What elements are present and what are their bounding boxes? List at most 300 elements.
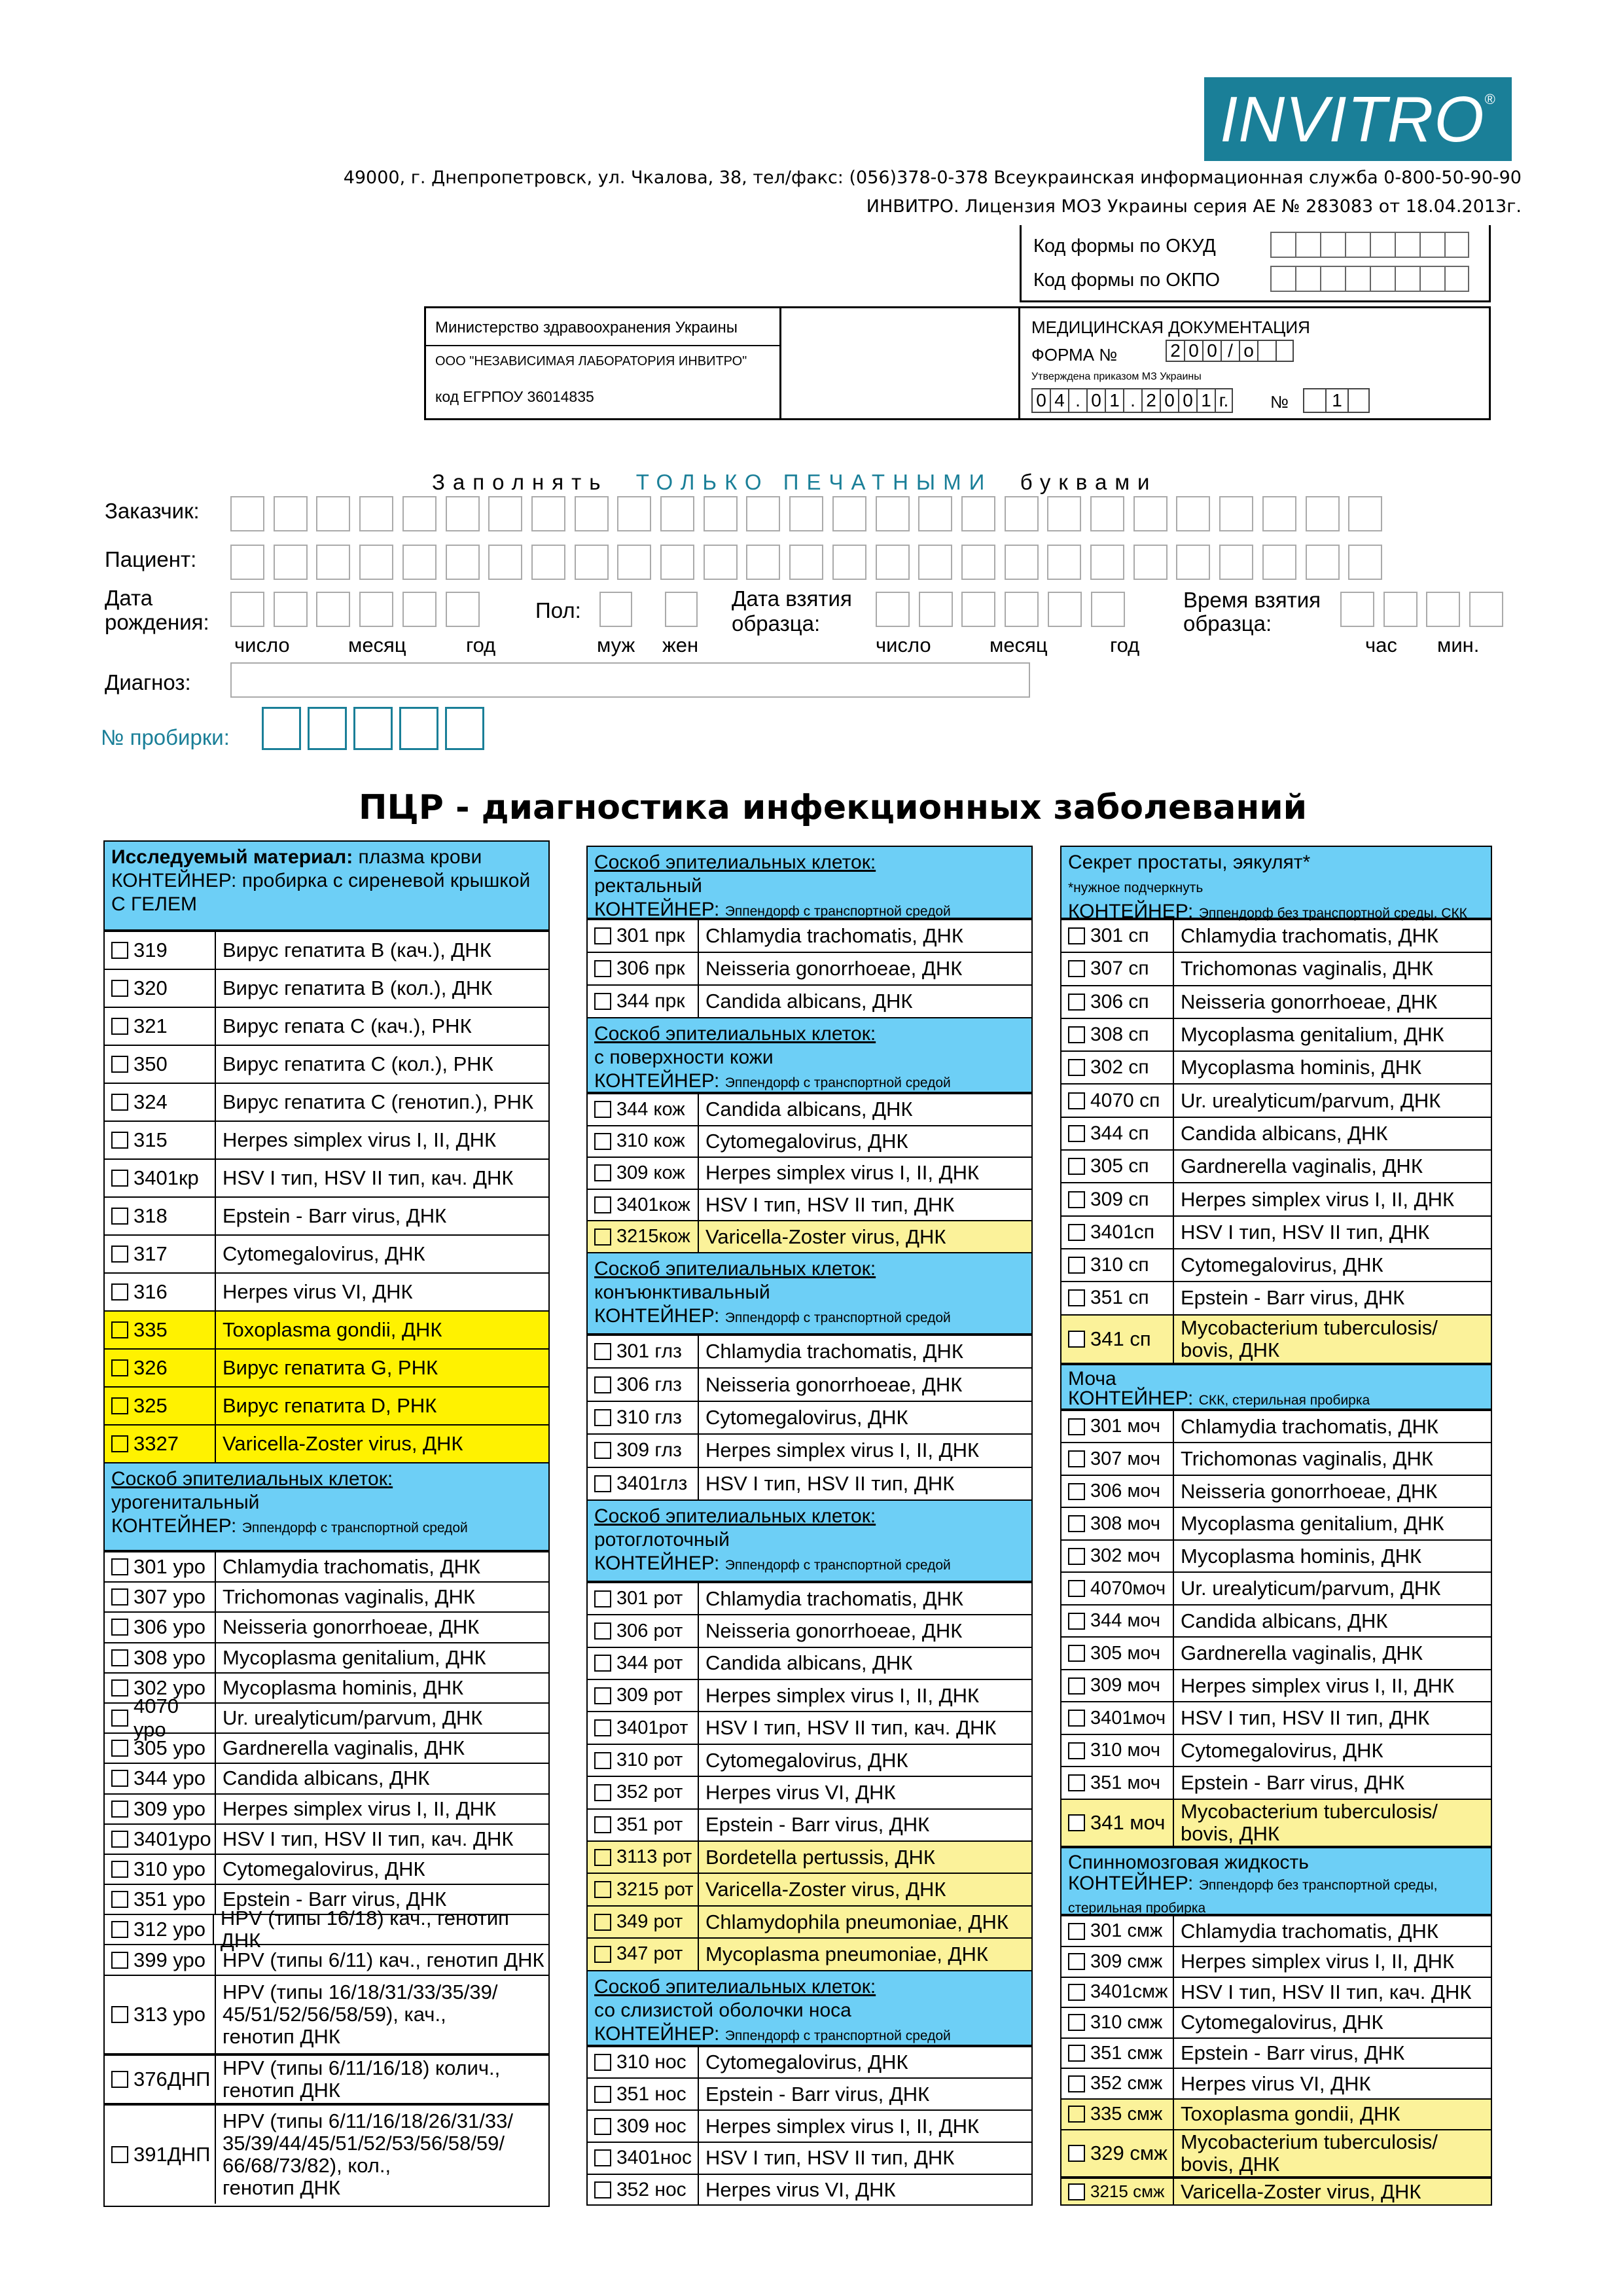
letter-box[interactable] <box>1133 496 1168 531</box>
letter-box[interactable] <box>1176 545 1210 580</box>
list-item[interactable] <box>105 1551 548 1581</box>
letter-box[interactable] <box>1048 592 1082 627</box>
letter-box[interactable] <box>832 496 866 531</box>
letter-box[interactable] <box>961 545 995 580</box>
letter-box[interactable] <box>359 496 393 531</box>
checkbox[interactable] <box>1068 1613 1085 1630</box>
checkbox[interactable] <box>1068 1814 1085 1831</box>
list-item[interactable] <box>105 1234 548 1272</box>
list-item[interactable] <box>1061 2037 1491 2068</box>
list-item[interactable]: 341 сп Mycobacterium tuberculosis/ bovis, ДНК <box>1061 1314 1491 1364</box>
letter-box[interactable] <box>617 496 651 531</box>
list-item[interactable]: 329 смж Mycobacterium tuberculosis/ bovis, ДНК <box>1061 2129 1491 2178</box>
digit-cell: / <box>1221 340 1239 362</box>
list-item[interactable] <box>105 1083 548 1121</box>
checkbox[interactable] <box>1068 1742 1085 1759</box>
tube-digit-box[interactable] <box>445 707 484 750</box>
checkbox[interactable] <box>594 1719 611 1736</box>
letter-box[interactable] <box>746 496 780 531</box>
list-item[interactable] <box>1061 1915 1491 1946</box>
checkbox[interactable] <box>111 2006 128 2023</box>
letter-box[interactable] <box>446 592 480 627</box>
letter-box[interactable] <box>1348 545 1382 580</box>
letter-box[interactable] <box>876 545 910 580</box>
checkbox[interactable] <box>1068 1158 1085 1175</box>
test-name: Neisseria gonorrhoeae, ДНК <box>1181 1479 1438 1503</box>
letter-box[interactable] <box>1090 496 1124 531</box>
list-item[interactable] <box>588 1093 1031 1125</box>
list-item[interactable] <box>105 1581 548 1611</box>
tube-digit-box[interactable] <box>399 707 438 750</box>
digit-cell: 0 <box>1160 388 1178 413</box>
list-item[interactable] <box>105 1007 548 1045</box>
list-item[interactable] <box>588 1189 1031 1221</box>
form-number-cells[interactable] <box>1166 340 1294 362</box>
list-item[interactable] <box>1061 1050 1491 1083</box>
letter-box[interactable] <box>402 496 437 531</box>
letter-box[interactable] <box>1133 545 1168 580</box>
checkbox[interactable] <box>111 1321 128 1338</box>
list-item[interactable]: 341 моч Mycobacterium tuberculosis/ bovis, ДНК <box>1061 1799 1491 1847</box>
checkbox[interactable] <box>1068 1331 1085 1348</box>
checkbox[interactable] <box>594 2149 611 2166</box>
digit-cell: 1 <box>1325 388 1347 413</box>
list-item[interactable] <box>1061 1248 1491 1281</box>
list-item[interactable] <box>1061 1766 1491 1799</box>
checkbox[interactable] <box>594 1881 611 1898</box>
letter-box[interactable] <box>531 545 565 580</box>
test-code: 301 глз <box>616 1340 682 1363</box>
letter-box[interactable] <box>402 592 437 627</box>
letter-box[interactable] <box>274 496 308 531</box>
checkbox[interactable] <box>594 1655 611 1672</box>
checkbox[interactable] <box>594 2181 611 2198</box>
checkbox[interactable] <box>594 1376 611 1393</box>
letter-box[interactable] <box>359 592 393 627</box>
checkbox[interactable] <box>111 1170 128 1187</box>
checkbox[interactable] <box>111 1056 128 1073</box>
list-item[interactable] <box>1061 1083 1491 1116</box>
checkbox[interactable] <box>1068 1774 1085 1791</box>
list-item[interactable] <box>588 1367 1031 1400</box>
test-name: Mycoplasma genitalium, ДНК <box>1181 1023 1444 1047</box>
letter-box[interactable] <box>1262 545 1296 580</box>
list-item[interactable] <box>1061 952 1491 984</box>
list-item[interactable] <box>1061 1149 1491 1182</box>
list-item[interactable] <box>1061 919 1491 952</box>
list-item[interactable] <box>588 984 1031 1017</box>
checkbox[interactable] <box>594 1442 611 1459</box>
checkbox[interactable] <box>594 2118 611 2135</box>
approval-date-cells[interactable] <box>1031 388 1233 413</box>
list-item[interactable] <box>1061 1215 1491 1248</box>
list-item[interactable] <box>1061 1571 1491 1604</box>
checkbox[interactable] <box>111 1861 128 1878</box>
list-item[interactable]: 391ДНП HPV (типы 6/11/16/18/26/31/33/ 35/39/44/45/51/52/53/56/58/59/ 66/68/73/82), кол., генотип ДНК <box>105 2104 548 2204</box>
letter-box[interactable] <box>488 545 522 580</box>
test-code: 3401сп <box>1090 1221 1154 1243</box>
list-item[interactable] <box>1061 1182 1491 1215</box>
checkbox[interactable] <box>594 1164 611 1181</box>
letter-box[interactable] <box>660 496 694 531</box>
checkbox[interactable] <box>1068 960 1085 977</box>
checkbox[interactable] <box>594 1196 611 1213</box>
letter-box[interactable] <box>575 496 609 531</box>
checkbox[interactable] <box>111 1710 128 1727</box>
checkbox[interactable] <box>594 1849 611 1866</box>
checkbox[interactable] <box>1068 2145 1085 2162</box>
list-item[interactable] <box>1061 1410 1491 1443</box>
list-item[interactable] <box>588 1744 1031 1776</box>
checkbox[interactable] <box>594 1409 611 1426</box>
checkbox[interactable] <box>111 980 128 997</box>
list-item[interactable] <box>105 1272 548 1310</box>
letter-box[interactable] <box>1348 496 1382 531</box>
list-item[interactable] <box>588 2109 1031 2142</box>
diagnosis-input[interactable] <box>230 662 1030 698</box>
checkbox[interactable] <box>1068 1450 1085 1467</box>
list-item[interactable] <box>105 1944 548 1974</box>
list-item[interactable] <box>588 2142 1031 2174</box>
list-item[interactable] <box>105 1732 548 1763</box>
checkbox[interactable] <box>1068 1418 1085 1435</box>
list-item[interactable] <box>105 1763 548 1793</box>
checkbox[interactable] <box>594 2086 611 2103</box>
letter-box[interactable] <box>446 545 480 580</box>
list-item[interactable] <box>588 1433 1031 1466</box>
list-item[interactable] <box>1061 1442 1491 1475</box>
test-code: 305 уро <box>134 1736 205 1760</box>
list-item[interactable] <box>105 1793 548 1823</box>
checkbox[interactable] <box>111 1283 128 1300</box>
list-item[interactable] <box>588 1776 1031 1808</box>
letter-box[interactable] <box>230 592 264 627</box>
checkbox[interactable] <box>1068 2183 1085 2200</box>
checkbox[interactable] <box>111 1359 128 1376</box>
registration-box <box>424 306 1491 420</box>
list-item[interactable] <box>1061 1734 1491 1767</box>
letter-box[interactable] <box>876 496 910 531</box>
checkbox[interactable] <box>1068 927 1085 944</box>
list-item[interactable] <box>1061 1669 1491 1702</box>
checkbox[interactable] <box>1068 1092 1085 1109</box>
letter-box[interactable] <box>789 496 823 531</box>
checkbox[interactable] <box>1068 2014 1085 2031</box>
list-item[interactable] <box>1061 2098 1491 2129</box>
letter-box[interactable] <box>1306 496 1340 531</box>
test-code: 307 сп <box>1090 958 1149 980</box>
list-item[interactable] <box>1061 1636 1491 1669</box>
checkbox[interactable] <box>111 1246 128 1263</box>
checkbox[interactable] <box>1068 1710 1085 1727</box>
sex-male-box[interactable] <box>599 592 632 627</box>
checkbox[interactable] <box>594 1101 611 1118</box>
checkbox[interactable] <box>594 1687 611 1704</box>
letter-box[interactable] <box>1469 592 1503 627</box>
test-code: 305 моч <box>1090 1642 1160 1664</box>
checkbox[interactable] <box>111 1094 128 1111</box>
digit-cell: 4 <box>1050 388 1068 413</box>
checkbox[interactable] <box>1068 2045 1085 2062</box>
checkbox[interactable] <box>1068 1580 1085 1597</box>
letter-box[interactable] <box>1047 545 1081 580</box>
checkbox[interactable] <box>594 1343 611 1360</box>
letter-box[interactable] <box>1219 545 1253 580</box>
test-name: Вирус гепатита B (кач.), ДНК <box>223 939 491 961</box>
letter-box[interactable] <box>961 496 995 531</box>
list-item[interactable] <box>105 1348 548 1386</box>
list-item[interactable] <box>588 1840 1031 1873</box>
list-item[interactable] <box>588 1467 1031 1499</box>
list-item[interactable] <box>588 1335 1031 1367</box>
list-item[interactable] <box>1061 1475 1491 1507</box>
letter-box[interactable] <box>575 545 609 580</box>
letter-box[interactable] <box>660 545 694 580</box>
letter-box[interactable] <box>316 545 350 580</box>
letter-box[interactable] <box>274 545 308 580</box>
letter-box[interactable] <box>746 545 780 580</box>
list-item[interactable] <box>588 1614 1031 1646</box>
test-name: Varicella-Zoster virus, ДНК <box>223 1432 463 1455</box>
letter-box[interactable] <box>918 496 952 531</box>
checkbox[interactable] <box>1068 1645 1085 1662</box>
checkbox[interactable] <box>594 1590 611 1607</box>
checkbox[interactable] <box>1068 1224 1085 1241</box>
tube-digit-box[interactable] <box>262 707 301 750</box>
test-code: 315 <box>134 1128 168 1151</box>
letter-box[interactable] <box>961 592 995 627</box>
list-item[interactable] <box>588 952 1031 984</box>
list-item[interactable] <box>588 1220 1031 1252</box>
letter-box[interactable] <box>1262 496 1296 531</box>
list-item[interactable] <box>1061 2068 1491 2098</box>
letter-box[interactable] <box>446 496 480 531</box>
letter-box[interactable] <box>1090 545 1124 580</box>
list-item[interactable] <box>1061 985 1491 1018</box>
checkbox[interactable] <box>111 1679 128 1696</box>
okud-cells[interactable] <box>1270 232 1469 258</box>
test-code: 309 моч <box>1090 1675 1160 1696</box>
list-item[interactable] <box>105 1611 548 1641</box>
letter-box[interactable] <box>230 496 264 531</box>
form-code-box <box>1020 225 1491 302</box>
list-item[interactable] <box>588 2077 1031 2109</box>
checkbox[interactable] <box>594 1475 611 1492</box>
letter-box[interactable] <box>316 496 350 531</box>
checkbox[interactable] <box>1068 1125 1085 1142</box>
checkbox[interactable] <box>111 2071 128 2088</box>
checkbox[interactable] <box>1068 1191 1085 1208</box>
letter-box[interactable] <box>876 592 910 627</box>
checkbox[interactable] <box>594 1784 611 1801</box>
list-item[interactable] <box>1061 1977 1491 2007</box>
list-item[interactable] <box>105 1424 548 1462</box>
list-item[interactable] <box>1061 1117 1491 1149</box>
list-item[interactable]: 3215 смж Varicella-Zoster virus, ДНК <box>1061 2178 1491 2204</box>
tube-digit-box[interactable] <box>308 707 347 750</box>
ministry-label: Министерство здравоохранения Украины <box>435 319 738 336</box>
list-item[interactable]: 313 уро HPV (типы 16/18/31/33/35/39/ 45/51/52/56/58/59), кач., генотип ДНК <box>105 1975 548 2054</box>
checkbox[interactable] <box>111 1619 128 1636</box>
list-item[interactable] <box>588 2046 1031 2078</box>
checkbox[interactable] <box>1068 1059 1085 1076</box>
letter-box[interactable] <box>402 545 437 580</box>
checkbox[interactable] <box>594 1914 611 1931</box>
list-item[interactable] <box>105 1695 548 1742</box>
list-item[interactable] <box>588 919 1031 952</box>
list-item[interactable] <box>588 1157 1031 1189</box>
list-item[interactable] <box>105 1907 548 1952</box>
checkbox[interactable] <box>111 1952 128 1969</box>
sex-female-box[interactable] <box>665 592 698 627</box>
checkbox[interactable] <box>1068 1984 1085 2001</box>
checkbox[interactable] <box>1068 1026 1085 1043</box>
checkbox[interactable] <box>111 1891 128 1908</box>
letter-box[interactable] <box>359 545 393 580</box>
checkbox[interactable] <box>594 1623 611 1640</box>
tube-digit-box[interactable] <box>353 707 393 750</box>
checkbox[interactable] <box>111 1208 128 1225</box>
checkbox[interactable] <box>1068 1548 1085 1565</box>
checkbox[interactable] <box>594 1816 611 1833</box>
list-item[interactable] <box>1061 1701 1491 1734</box>
list-item[interactable] <box>1061 1539 1491 1572</box>
list-item[interactable] <box>1061 1507 1491 1539</box>
approval-number-cells[interactable] <box>1303 388 1370 413</box>
letter-box[interactable] <box>1383 592 1418 627</box>
list-item[interactable] <box>105 969 548 1007</box>
checkbox[interactable] <box>594 960 611 977</box>
checkbox[interactable] <box>111 1018 128 1035</box>
letter-box[interactable] <box>1426 592 1460 627</box>
letter-box[interactable] <box>230 545 264 580</box>
checkbox[interactable] <box>111 1435 128 1452</box>
okpo-cells[interactable] <box>1270 266 1469 292</box>
list-item[interactable] <box>105 931 548 969</box>
list-item[interactable] <box>105 1158 548 1196</box>
checkbox[interactable] <box>111 1558 128 1575</box>
list-item[interactable] <box>1061 1018 1491 1050</box>
list-item[interactable] <box>1061 1281 1491 1314</box>
checkbox[interactable] <box>594 993 611 1010</box>
checkbox[interactable] <box>1068 1677 1085 1695</box>
letter-box[interactable] <box>1047 496 1081 531</box>
list-item[interactable] <box>1061 2007 1491 2037</box>
checkbox[interactable] <box>1068 1953 1085 1970</box>
test-code: 309 рот <box>616 1685 683 1706</box>
test-code: 351 моч <box>1090 1772 1160 1793</box>
checkbox[interactable] <box>594 927 611 944</box>
letter-box[interactable] <box>1091 592 1125 627</box>
list-item[interactable] <box>588 1582 1031 1614</box>
list-item[interactable] <box>1061 1604 1491 1637</box>
checkbox[interactable] <box>111 942 128 959</box>
checkbox[interactable] <box>1068 1257 1085 1274</box>
letter-box[interactable] <box>617 545 651 580</box>
letter-box[interactable] <box>316 592 350 627</box>
list-item[interactable] <box>105 1045 548 1083</box>
list-item[interactable] <box>105 1310 548 1348</box>
letter-box[interactable] <box>531 496 565 531</box>
letter-box[interactable] <box>918 545 952 580</box>
checkbox[interactable] <box>594 1133 611 1150</box>
list-item[interactable] <box>105 1642 548 1672</box>
letter-box[interactable] <box>832 545 866 580</box>
list-item[interactable] <box>588 1808 1031 1840</box>
letter-box[interactable] <box>488 496 522 531</box>
checkbox[interactable] <box>1068 1515 1085 1532</box>
list-item[interactable] <box>588 1125 1031 1157</box>
letter-box[interactable] <box>1306 545 1340 580</box>
letter-box[interactable] <box>704 496 738 531</box>
test-code: 306 прк <box>616 958 685 979</box>
letter-box[interactable] <box>1340 592 1374 627</box>
list-item[interactable] <box>105 1386 548 1424</box>
list-item[interactable] <box>105 1854 548 1884</box>
checkbox[interactable] <box>111 1831 128 1848</box>
checkbox[interactable] <box>1068 2075 1085 2092</box>
list-item[interactable] <box>588 1401 1031 1433</box>
test-name: Epstein - Barr virus, ДНК <box>223 1888 447 1911</box>
checkbox[interactable] <box>111 1132 128 1149</box>
letter-box[interactable] <box>1219 496 1253 531</box>
list-item[interactable] <box>588 1711 1031 1743</box>
letter-box[interactable] <box>1005 496 1039 531</box>
test-name: Ur. urealyticum/parvum, ДНК <box>223 1706 483 1730</box>
test-code: 310 рот <box>616 1749 683 1771</box>
letter-box[interactable] <box>1176 496 1210 531</box>
letter-box[interactable] <box>704 545 738 580</box>
checkbox[interactable] <box>111 1588 128 1605</box>
checkbox[interactable] <box>111 2146 128 2163</box>
checkbox[interactable] <box>594 1229 611 1246</box>
list-item[interactable] <box>105 1823 548 1854</box>
checkbox[interactable] <box>1068 2106 1085 2123</box>
checkbox[interactable] <box>1068 1289 1085 1306</box>
letter-box[interactable] <box>1005 545 1039 580</box>
checkbox[interactable] <box>594 1752 611 1769</box>
checkbox[interactable] <box>111 1921 128 1938</box>
checkbox[interactable] <box>1068 994 1085 1011</box>
checkbox[interactable] <box>111 1801 128 1818</box>
checkbox[interactable] <box>111 1649 128 1666</box>
list-item[interactable] <box>588 1647 1031 1679</box>
checkbox[interactable] <box>111 1770 128 1787</box>
list-item[interactable] <box>588 1873 1031 1905</box>
checkbox[interactable] <box>111 1397 128 1414</box>
digit-cell: г. <box>1215 388 1233 413</box>
letter-box[interactable] <box>1005 592 1039 627</box>
list-item[interactable] <box>105 1196 548 1234</box>
letter-box[interactable] <box>919 592 953 627</box>
letter-box[interactable] <box>274 592 308 627</box>
list-item[interactable] <box>1061 1946 1491 1977</box>
list-item[interactable] <box>105 1121 548 1158</box>
list-item[interactable] <box>588 1937 1031 1969</box>
test-name: Chlamydia trachomatis, ДНК <box>705 924 963 947</box>
checkbox[interactable] <box>1068 1483 1085 1500</box>
list-item[interactable] <box>588 1905 1031 1937</box>
checkbox[interactable] <box>594 1946 611 1963</box>
section-header-conjunctival: Соскоб эпителиальных клеток: конъюнктивальный КОНТЕЙНЕР: Эппендорф с транспортной средой <box>588 1252 1031 1335</box>
checkbox[interactable] <box>111 1740 128 1757</box>
list-item[interactable] <box>588 2174 1031 2206</box>
list-item[interactable] <box>588 1679 1031 1711</box>
list-item[interactable]: 376ДНП HPV (типы 6/11/16/18) колич., генотип ДНК <box>105 2054 548 2104</box>
letter-box[interactable] <box>789 545 823 580</box>
checkbox[interactable] <box>1068 1923 1085 1940</box>
checkbox[interactable] <box>594 2054 611 2071</box>
